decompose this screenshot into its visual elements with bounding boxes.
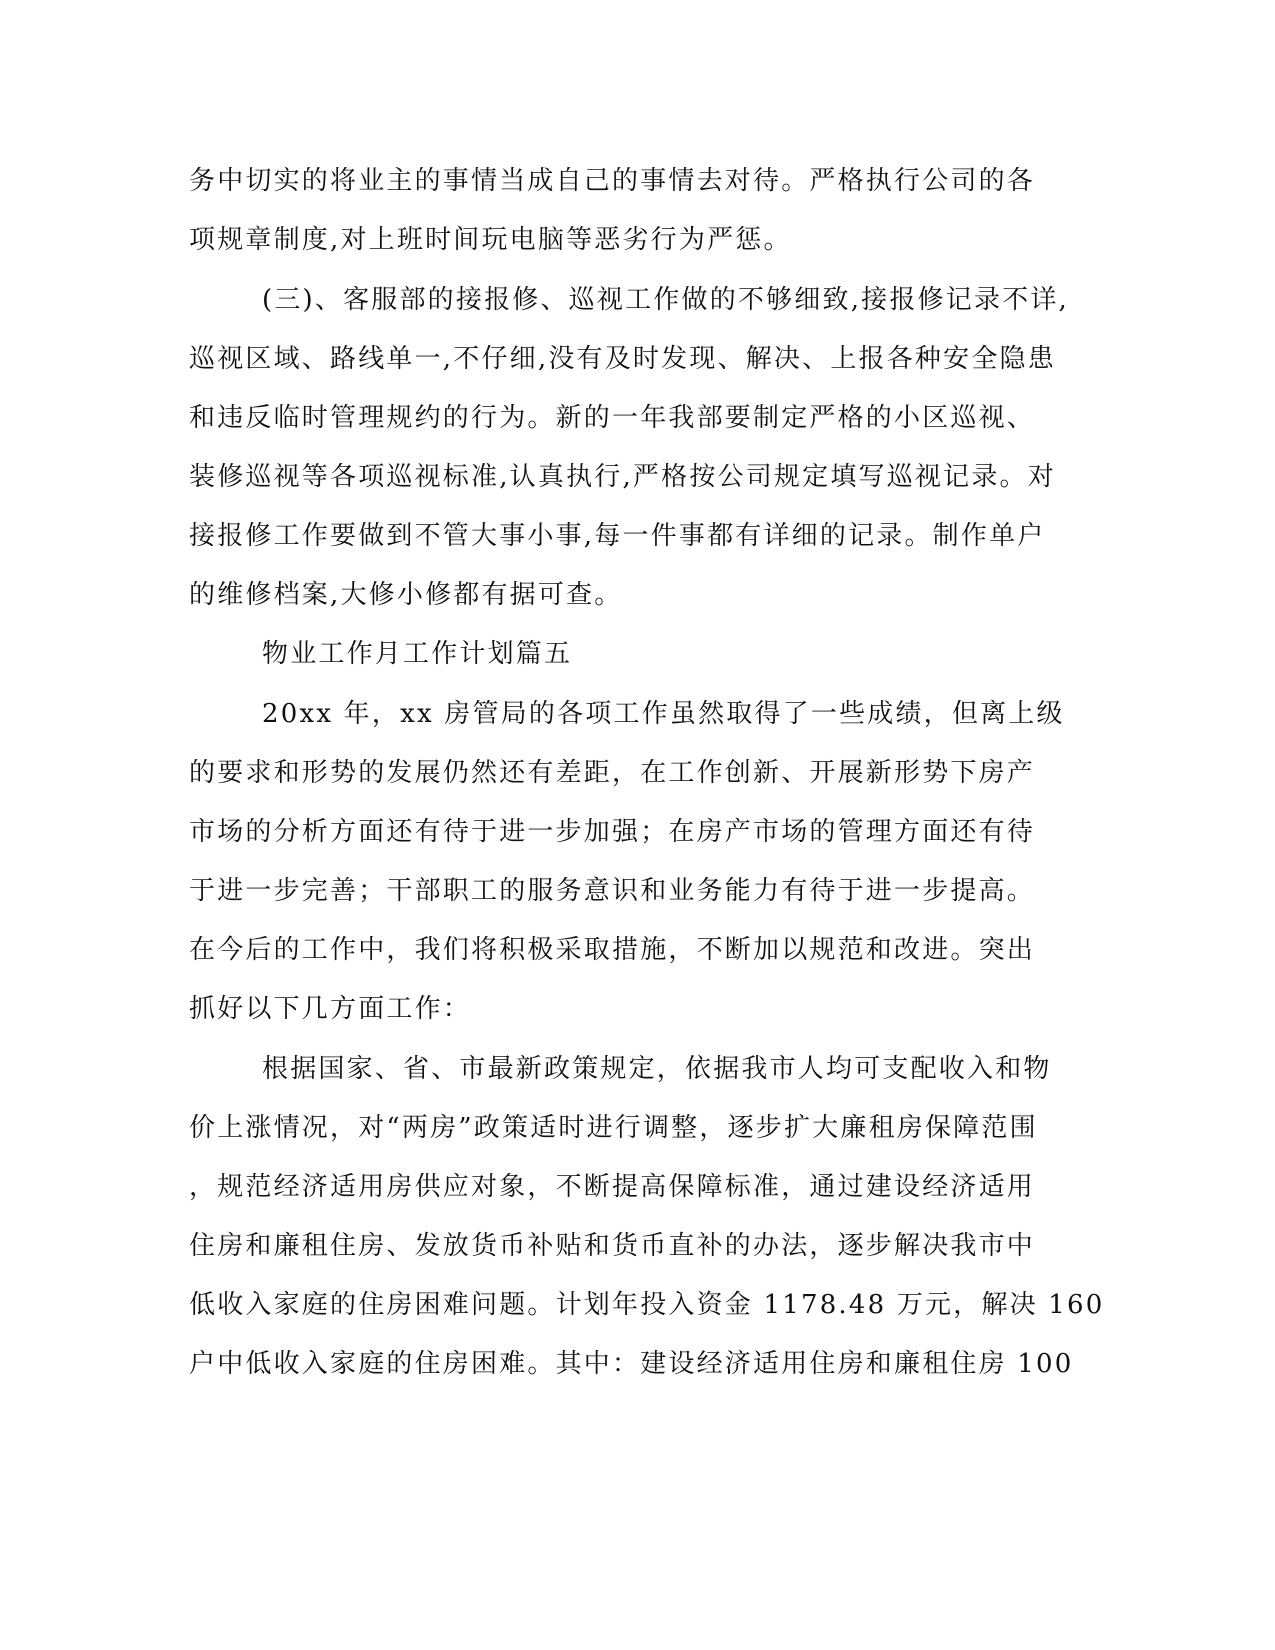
text-line: 装修巡视等各项巡视标准,认真执行,严格按公司规定填写巡视记录。对 bbox=[189, 462, 1056, 492]
text-line: 和违反临时管理规约的行为。新的一年我部要制定严格的小区巡视、 bbox=[189, 403, 1036, 433]
text-line: 务中切实的将业主的事情当成自己的事情去对待。严格执行公司的各 bbox=[189, 166, 1036, 196]
text-line: 在今后的工作中，我们将积极采取措施，不断加以规范和改进。突出 bbox=[189, 935, 1036, 965]
section-heading: 物业工作月工作计划篇五 bbox=[262, 639, 573, 669]
text-line: 巡视区域、路线单一,不仔细,没有及时发现、解决、上报各种安全隐患 bbox=[189, 344, 1056, 374]
text-line: 20xx 年，xx 房管局的各项工作虽然取得了一些成绩，但离上级 bbox=[262, 699, 1065, 729]
text-line: 市场的分析方面还有待于进一步加强；在房产市场的管理方面还有待 bbox=[189, 817, 1036, 847]
text-line: 接报修工作要做到不管大事小事,每一件事都有详细的记录。制作单户 bbox=[189, 521, 1046, 551]
text-line: 根据国家、省、市最新政策规定，依据我市人均可支配收入和物 bbox=[262, 1054, 1052, 1084]
text-line: 住房和廉租住房、发放货币补贴和货币直补的办法，逐步解决我市中 bbox=[189, 1231, 1036, 1261]
text-line: 于进一步完善；干部职工的服务意识和业务能力有待于进一步提高。 bbox=[189, 876, 1036, 906]
text-line: 价上涨情况，对“两房”政策适时进行调整，逐步扩大廉租房保障范围 bbox=[189, 1113, 1038, 1143]
text-line: 的维修档案,大修小修都有据可查。 bbox=[189, 580, 623, 610]
text-line: (三)、客服部的接报修、巡视工作做的不够细致,接报修记录不详, bbox=[262, 285, 1070, 315]
text-line: 户中低收入家庭的住房困难。其中：建设经济适用住房和廉租住房 100 bbox=[189, 1349, 1074, 1379]
text-line: ，规范经济适用房供应对象，不断提高保障标准，通过建设经济适用 bbox=[189, 1172, 1036, 1202]
text-line: 项规章制度,对上班时间玩电脑等恶劣行为严惩。 bbox=[189, 225, 792, 255]
text-line: 抓好以下几方面工作： bbox=[189, 994, 472, 1024]
text-line: 低收入家庭的住房困难问题。计划年投入资金 1178.48 万元，解决 160 bbox=[189, 1290, 1105, 1320]
text-line: 的要求和形势的发展仍然还有差距，在工作创新、开展新形势下房产 bbox=[189, 758, 1036, 788]
